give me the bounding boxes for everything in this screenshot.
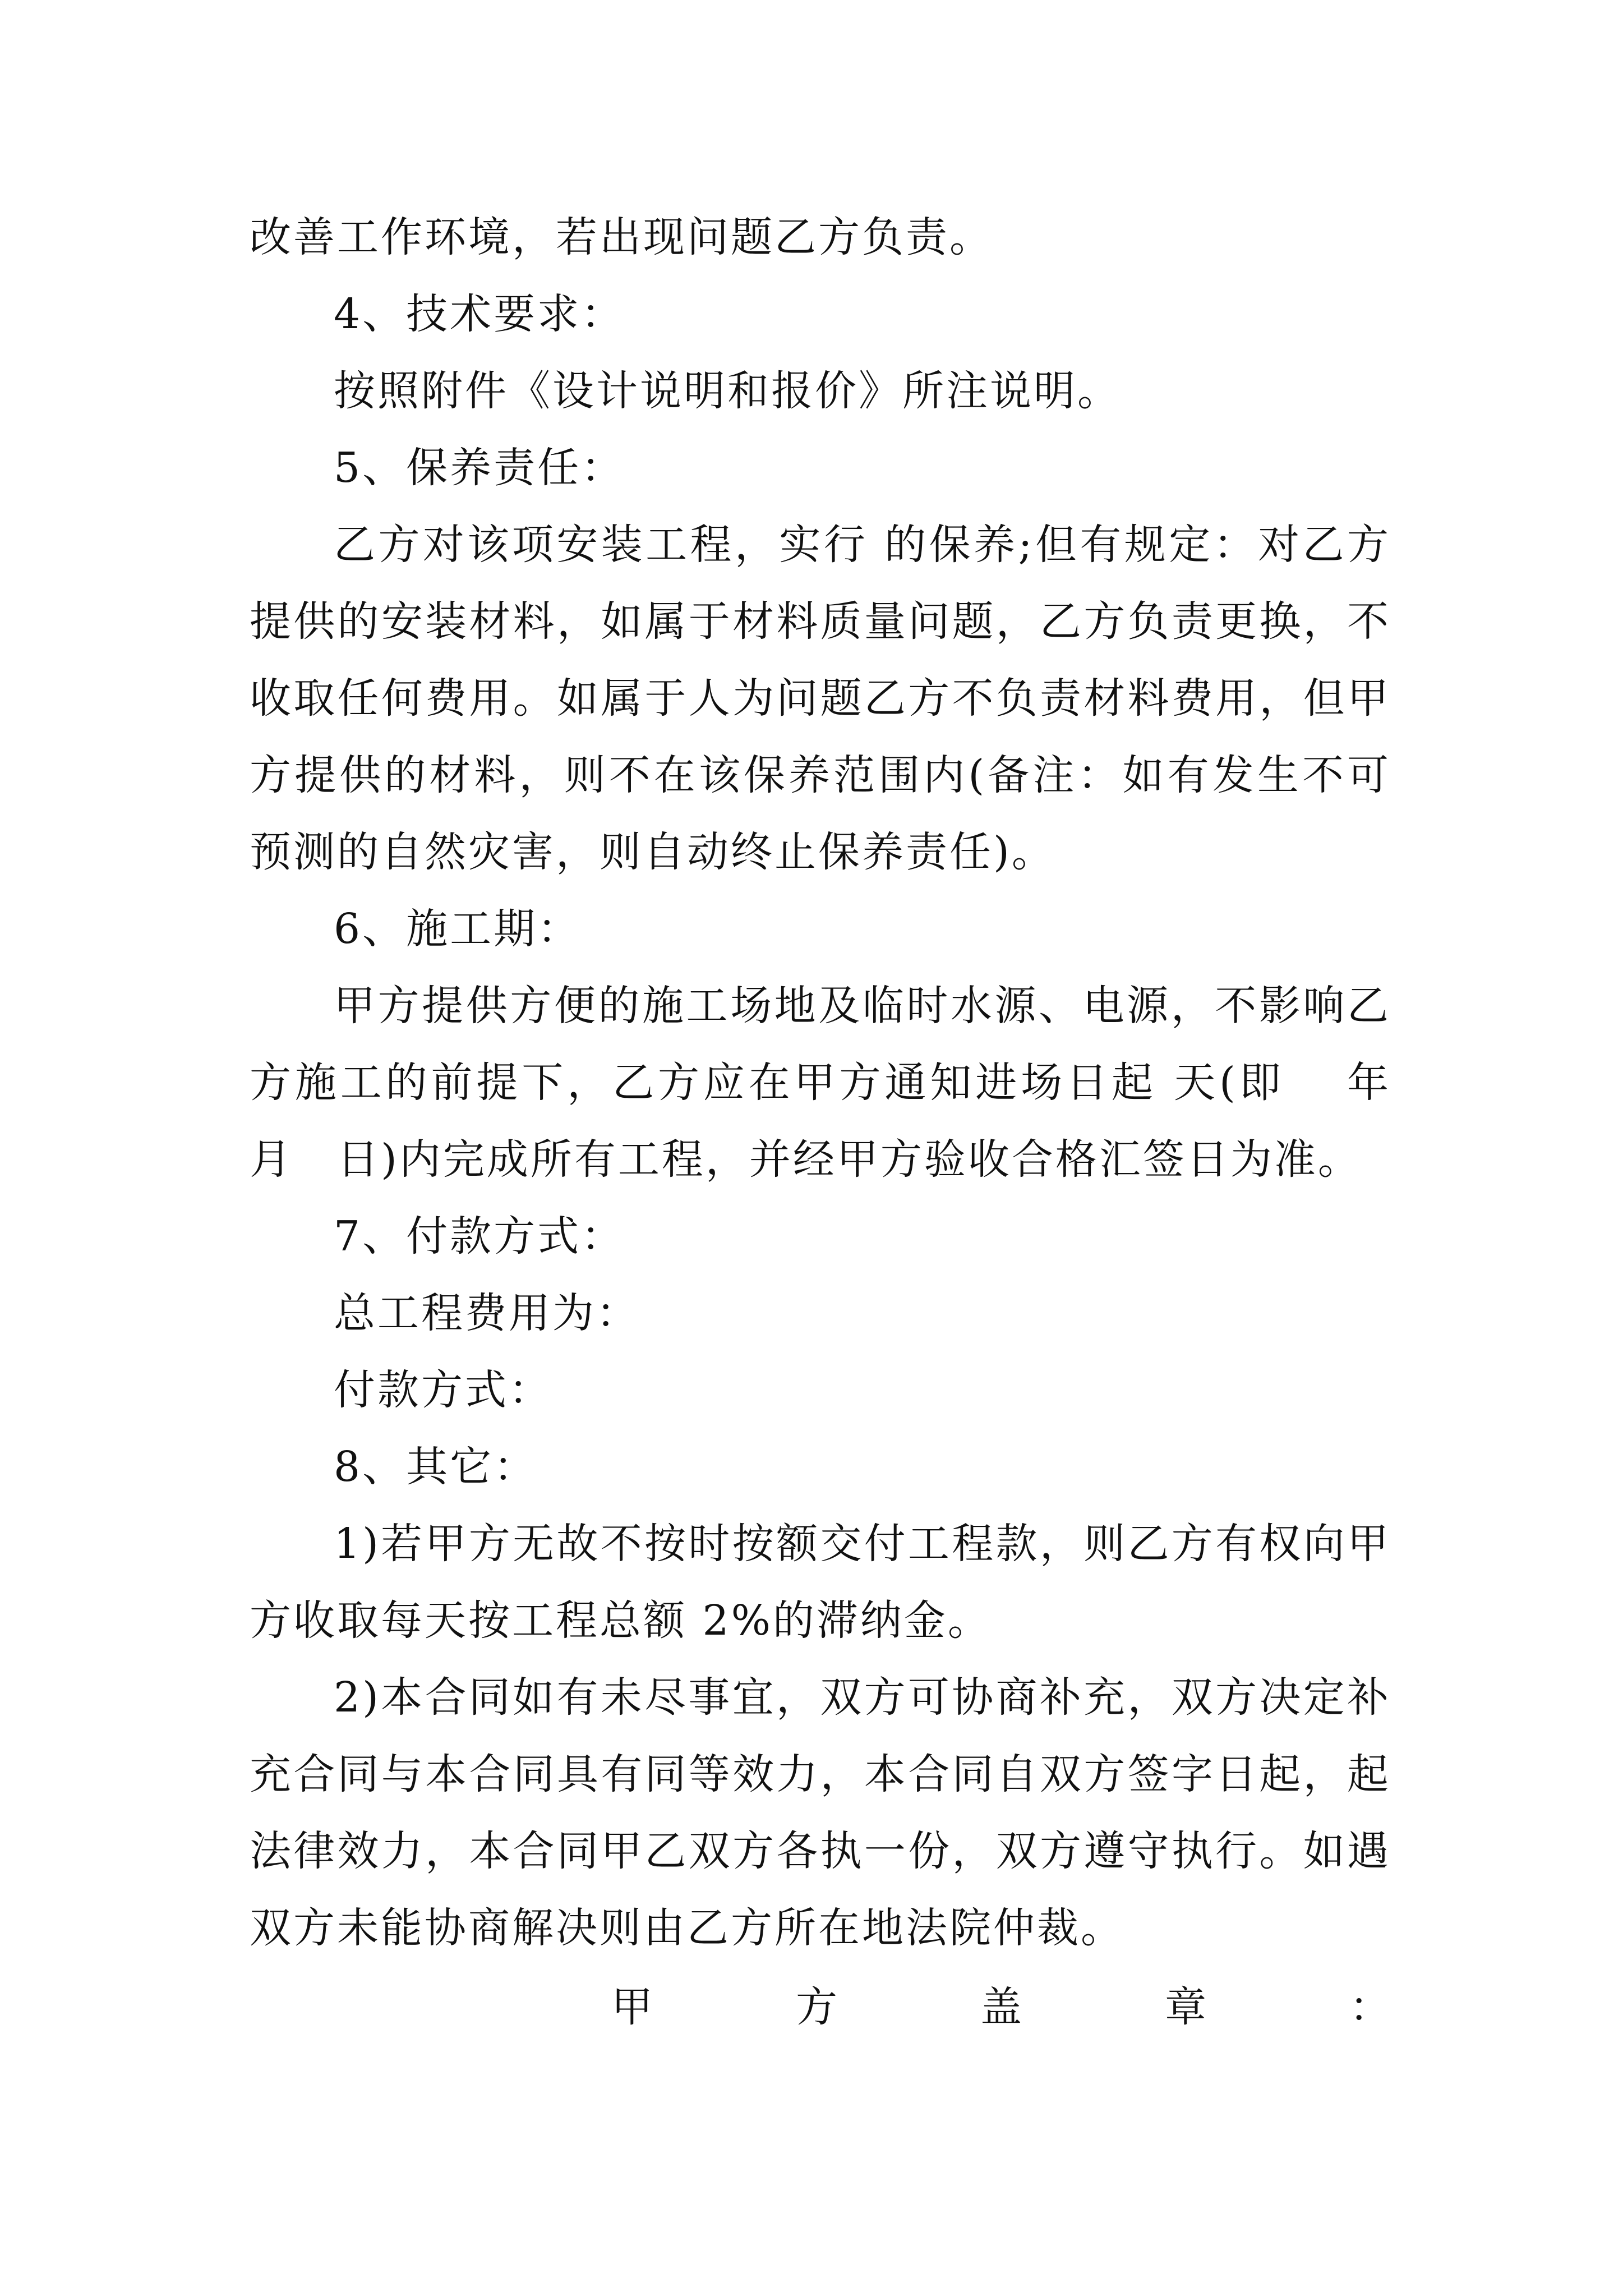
- stamp-line-char: 盖: [980, 1983, 1022, 2031]
- stamp-line-char: ：: [1349, 1983, 1391, 2031]
- section-heading-payment: 7、付款方式：: [334, 1212, 625, 1260]
- section-heading-technical-requirements: 4、技术要求：: [334, 290, 625, 338]
- section-heading-maintenance: 5、保养责任：: [334, 444, 625, 492]
- party-a-stamp-line: [611, 1969, 1391, 2046]
- total-cost-label: 总工程费用为：: [334, 1289, 640, 1337]
- paragraph: 甲方提供方便的施工场地及临时水源、电源，不影响乙方施工的前提下，乙方应在甲方通知进场日起 天(即 年 月 日)内完成所有工程，并经甲方验收合格汇签日为准。: [250, 982, 1435, 1184]
- payment-method-label: 付款方式：: [334, 1366, 552, 1414]
- section-heading-construction-period: 6、施工期：: [334, 905, 582, 953]
- contract-text: [250, 199, 1435, 1967]
- stamp-line-char: 章: [1165, 1983, 1206, 2031]
- paragraph: 2)本合同如有未尽事宜，双方可协商补充，双方决定补充合同与本合同具有同等效力，本合同自双方签字日起，起法律效力，本合同甲乙双方各执一份，双方遵守执行。如遇双方未能协商解决则由乙方所在地法院仲裁。: [250, 1673, 1391, 1952]
- section-heading-other: 8、其它：: [334, 1443, 538, 1491]
- paragraph: 1)若甲方无故不按时按额交付工程款，则乙方有权向甲方收取每天按工程总额 2%的滞纳金。: [250, 1520, 1391, 1645]
- paragraph: 改善工作环境，若出现问题乙方负责。: [250, 213, 993, 261]
- stamp-line-char: 方: [796, 1983, 837, 2031]
- paragraph: 按照附件《设计说明和报价》所注说明。: [334, 367, 1121, 415]
- paragraph: 乙方对该项安装工程，实行 的保养;但有规定：对乙方提供的安装材料，如属于材料质量问题，乙方负责更换，不收取任何费用。如属于人为问题乙方不负责材料费用，但甲方提供的材料，则不在该保养范围内(备注：如有发生不可预测的自然灾害，则自动终止保养责任)。: [250, 521, 1391, 876]
- stamp-line-char: 甲: [611, 1983, 653, 2031]
